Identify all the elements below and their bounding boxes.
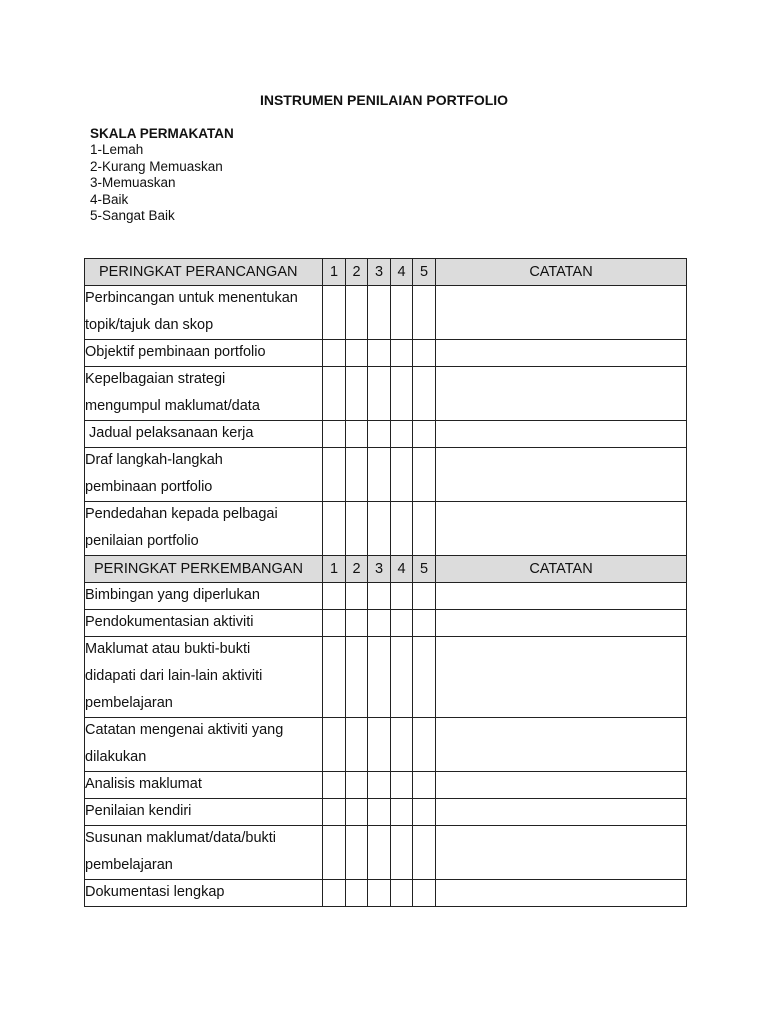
criterion-cell <box>85 772 323 799</box>
notes-cell[interactable] <box>436 448 687 502</box>
rating-cell-3[interactable] <box>368 583 391 610</box>
criterion-cell <box>85 637 323 718</box>
rating-cell-1[interactable] <box>323 340 346 367</box>
criterion-cell <box>85 367 323 421</box>
criterion-label: Dokumentasi lengkap <box>85 884 225 900</box>
rating-header-4: 4 <box>391 259 413 286</box>
rating-cell-5[interactable] <box>413 286 436 340</box>
rating-cell-4[interactable] <box>391 637 413 718</box>
rating-cell-1[interactable] <box>323 826 346 880</box>
rating-cell-1[interactable] <box>323 367 346 421</box>
criterion-label: Perbincangan untuk menentukan topik/tajuk dan skop <box>85 290 298 333</box>
rating-cell-3[interactable] <box>368 718 391 772</box>
rating-cell-2[interactable] <box>346 448 368 502</box>
rating-cell-2[interactable] <box>346 718 368 772</box>
rating-cell-3[interactable] <box>368 799 391 826</box>
table-row <box>85 610 687 637</box>
rating-cell-1[interactable] <box>323 502 346 556</box>
rating-cell-2[interactable] <box>346 610 368 637</box>
rating-cell-5[interactable] <box>413 880 436 907</box>
table-row <box>85 286 687 340</box>
notes-cell[interactable] <box>436 583 687 610</box>
rating-cell-2[interactable] <box>346 340 368 367</box>
notes-cell[interactable] <box>436 421 687 448</box>
criterion-label: Catatan mengenai aktiviti yang dilakukan <box>85 722 284 765</box>
rating-cell-3[interactable] <box>368 502 391 556</box>
rating-cell-5[interactable] <box>413 367 436 421</box>
rating-cell-3[interactable] <box>368 826 391 880</box>
rating-cell-5[interactable] <box>413 610 436 637</box>
table-row <box>85 367 687 421</box>
rating-cell-1[interactable] <box>323 637 346 718</box>
table-row <box>85 637 687 718</box>
rating-cell-5[interactable] <box>413 799 436 826</box>
rating-cell-1[interactable] <box>323 772 346 799</box>
rating-cell-1[interactable] <box>323 286 346 340</box>
rating-cell-5[interactable] <box>413 421 436 448</box>
criterion-cell <box>85 421 323 448</box>
criterion-cell <box>85 583 323 610</box>
rating-cell-2[interactable] <box>346 637 368 718</box>
rating-cell-4[interactable] <box>391 421 413 448</box>
rating-cell-1[interactable] <box>323 799 346 826</box>
rating-cell-4[interactable] <box>391 583 413 610</box>
rating-header-5: 5 <box>413 556 436 583</box>
scale-title: SKALA PERMAKATAN <box>90 126 234 141</box>
assessment-table <box>84 258 687 907</box>
scale-item: 1-Lemah <box>90 142 144 157</box>
table-row <box>85 718 687 772</box>
criterion-label: Jadual pelaksanaan kerja <box>89 425 254 441</box>
rating-cell-4[interactable] <box>391 826 413 880</box>
criterion-label: Pendedahan kepada pelbagai penilaian portfolio <box>85 506 278 549</box>
table-row <box>85 502 687 556</box>
rating-cell-3[interactable] <box>368 286 391 340</box>
rating-cell-3[interactable] <box>368 610 391 637</box>
criterion-cell <box>85 880 323 907</box>
rating-cell-3[interactable] <box>368 880 391 907</box>
criterion-cell <box>85 448 323 502</box>
rating-cell-5[interactable] <box>413 772 436 799</box>
notes-cell[interactable] <box>436 799 687 826</box>
rating-cell-3[interactable] <box>368 340 391 367</box>
notes-cell[interactable] <box>436 340 687 367</box>
criterion-label: Objektif pembinaan portfolio <box>85 344 266 360</box>
rating-cell-1[interactable] <box>323 421 346 448</box>
rating-cell-5[interactable] <box>413 502 436 556</box>
section-header-perkembangan <box>85 556 687 583</box>
rating-cell-3[interactable] <box>368 421 391 448</box>
criterion-cell <box>85 799 323 826</box>
criterion-cell <box>85 502 323 556</box>
section-header-perancangan <box>85 259 687 286</box>
rating-cell-1[interactable] <box>323 610 346 637</box>
notes-cell[interactable] <box>436 718 687 772</box>
rating-cell-2[interactable] <box>346 880 368 907</box>
scale-item: 4-Baik <box>90 191 129 207</box>
rating-cell-5[interactable] <box>413 826 436 880</box>
criterion-cell <box>85 340 323 367</box>
rating-cell-2[interactable] <box>346 286 368 340</box>
table-row <box>85 448 687 502</box>
criterion-label: Bimbingan yang diperlukan <box>85 587 260 603</box>
notes-cell[interactable] <box>436 367 687 421</box>
criterion-cell <box>85 718 323 772</box>
notes-cell[interactable] <box>436 610 687 637</box>
criterion-label: Penilaian kendiri <box>85 803 192 819</box>
rating-header-1: 1 <box>323 556 346 583</box>
rating-cell-2[interactable] <box>346 367 368 421</box>
table-row <box>85 340 687 367</box>
criterion-cell <box>85 286 323 340</box>
rating-cell-3[interactable] <box>368 637 391 718</box>
notes-cell[interactable] <box>436 637 687 718</box>
criterion-label: Draf langkah-langkah pembinaan portfolio <box>85 452 223 495</box>
rating-cell-4[interactable] <box>391 880 413 907</box>
rating-header-5: 5 <box>413 259 436 286</box>
rating-cell-2[interactable] <box>346 772 368 799</box>
criterion-label: Analisis maklumat <box>85 776 202 792</box>
table-row <box>85 421 687 448</box>
table-row <box>85 799 687 826</box>
criterion-label: Susunan maklumat/data/bukti pembelajaran <box>85 830 277 873</box>
rating-cell-3[interactable] <box>368 367 391 421</box>
rating-cell-4[interactable] <box>391 448 413 502</box>
table-row <box>85 772 687 799</box>
document-title: INSTRUMEN PENILAIAN PORTFOLIO <box>259 92 509 108</box>
rating-cell-3[interactable] <box>368 772 391 799</box>
scale-item: 5-Sangat Baik <box>90 208 175 223</box>
rating-header-3: 3 <box>368 259 391 286</box>
rating-header-4: 4 <box>391 556 413 583</box>
criterion-cell <box>85 610 323 637</box>
rating-cell-3[interactable] <box>368 448 391 502</box>
table-row <box>85 826 687 880</box>
rating-cell-5[interactable] <box>413 637 436 718</box>
scale-item: 2-Kurang Memuaskan <box>90 158 223 174</box>
rating-cell-4[interactable] <box>391 718 413 772</box>
notes-header: CATATAN <box>436 556 687 583</box>
table-row <box>85 583 687 610</box>
rating-header-2: 2 <box>346 259 368 286</box>
notes-header: CATATAN <box>436 259 687 286</box>
rating-cell-5[interactable] <box>413 448 436 502</box>
rating-cell-1[interactable] <box>323 718 346 772</box>
rating-cell-5[interactable] <box>413 583 436 610</box>
criterion-label: Maklumat atau bukti-bukti didapati dari lain-lain aktiviti pembelajaran <box>85 641 263 711</box>
rating-cell-4[interactable] <box>391 367 413 421</box>
notes-cell[interactable] <box>436 286 687 340</box>
rating-cell-4[interactable] <box>391 610 413 637</box>
rating-header-3: 3 <box>368 556 391 583</box>
notes-cell[interactable] <box>436 502 687 556</box>
rating-cell-2[interactable] <box>346 799 368 826</box>
rating-cell-2[interactable] <box>346 583 368 610</box>
rating-cell-4[interactable] <box>391 502 413 556</box>
criterion-cell <box>85 826 323 880</box>
notes-cell[interactable] <box>436 826 687 880</box>
rating-cell-2[interactable] <box>346 502 368 556</box>
scale-list <box>90 142 223 225</box>
rating-header-1: 1 <box>323 259 346 286</box>
rating-cell-5[interactable] <box>413 718 436 772</box>
rating-cell-1[interactable] <box>323 880 346 907</box>
rating-cell-4[interactable] <box>391 286 413 340</box>
scale-item: 3-Memuaskan <box>90 175 176 190</box>
rating-cell-4[interactable] <box>391 772 413 799</box>
section-title: PERINGKAT PERKEMBANGAN <box>85 556 323 583</box>
notes-cell[interactable] <box>436 772 687 799</box>
rating-cell-1[interactable] <box>323 583 346 610</box>
rating-cell-4[interactable] <box>391 799 413 826</box>
rating-header-2: 2 <box>346 556 368 583</box>
table-row <box>85 880 687 907</box>
rating-cell-2[interactable] <box>346 421 368 448</box>
rating-cell-4[interactable] <box>391 340 413 367</box>
rating-cell-1[interactable] <box>323 448 346 502</box>
rating-cell-2[interactable] <box>346 826 368 880</box>
notes-cell[interactable] <box>436 880 687 907</box>
criterion-label: Kepelbagaian strategi mengumpul maklumat/data <box>85 371 260 414</box>
section-title: PERINGKAT PERANCANGAN <box>85 259 323 286</box>
criterion-label: Pendokumentasian aktiviti <box>85 614 254 630</box>
rating-cell-5[interactable] <box>413 340 436 367</box>
